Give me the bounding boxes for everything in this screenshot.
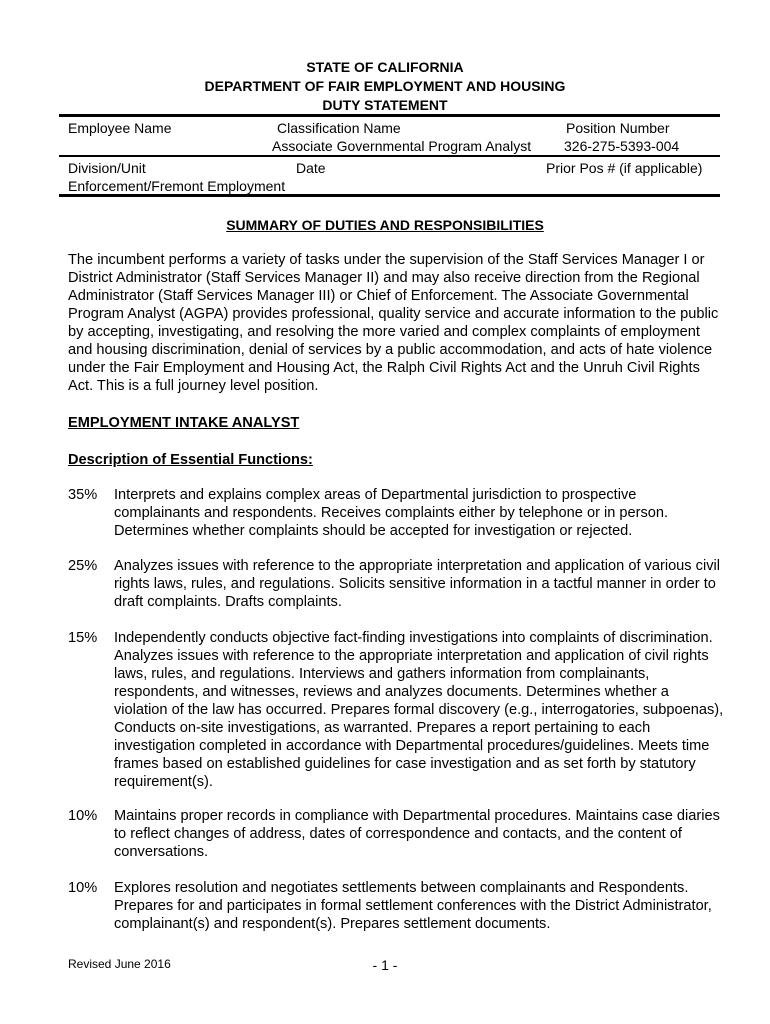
duty-text: Interprets and explains complex areas of Departmental jurisdiction to prospective complainants and respondents. Receives complaints either by telephone or in person. Determines whether complaints should be accepted for investigation or rejected.	[114, 487, 669, 539]
duty-text: Explores resolution and negotiates settlements between complainants and Respondents. Prepares for and participates in formal settlement conferences with the District Administrator, complainant(s) and respondent(s). Prepares settlement documents.	[114, 880, 712, 932]
date-label: Date	[296, 160, 326, 176]
division-label: Division/Unit	[68, 160, 146, 176]
duty-statement-heading: DUTY STATEMENT	[322, 97, 448, 113]
duty-percent: 10%	[68, 880, 98, 896]
duty-percent: 25%	[68, 558, 98, 574]
summary-text: The incumbent performs a variety of tasks under the supervision of the Staff Services Manager I or District Administrator (Staff Services Manager II) and may also receive direction from the Regional Administrator (Staff Services Manager III) or Chief of Enforcement. The Associate Governmental Program Analyst (AGPA) provides professional, quality service and accurate information to the public by accepting, investigating, and resolving the more varied and complex complaints of employment and housing discrimination, denial of services by a public accommodation, and acts of hate violence under the Fair Employment and Housing Act, the Ralph Civil Rights Act and the Unruh Civil Rights Act. This is a full journey level position.	[68, 252, 719, 394]
fields-rule-bottom	[59, 194, 720, 197]
duty-percent: 15%	[68, 630, 98, 646]
position-number-label: Position Number	[566, 120, 670, 136]
state-heading: STATE OF CALIFORNIA	[306, 59, 464, 75]
duty-percent: 10%	[68, 808, 98, 824]
division-value: Enforcement/Fremont Employment	[68, 178, 286, 194]
employee-name-label: Employee Name	[68, 120, 172, 136]
classification-value: Associate Governmental Program Analyst	[272, 138, 532, 154]
functions-title: Description of Essential Functions:	[68, 452, 313, 468]
classification-label: Classification Name	[277, 120, 401, 136]
duty-percent: 35%	[68, 487, 98, 503]
duty-text: Analyzes issues with reference to the appropriate interpretation and application of various civil rights laws, rules, and regulations. Solicits sensitive information in a tactful manner in order to draft complaints. Drafts complaints.	[114, 558, 720, 610]
prior-pos-label: Prior Pos # (if applicable)	[546, 160, 703, 176]
header-rule-top	[59, 114, 720, 117]
revised-date: Revised June 2016	[68, 957, 171, 971]
section-title: EMPLOYMENT INTAKE ANALYST	[68, 415, 300, 431]
summary-title: SUMMARY OF DUTIES AND RESPONSIBILITIES	[226, 217, 544, 233]
duty-text: Independently conducts objective fact-finding investigations into complaints of discrimination. Analyzes issues with reference to the appropriate interpretation and application of civil rights laws, rules, and regulations. Interviews and gathers information from complainants, respondents, and witnesses, reviews and analyzes documents. Determines whether a violation of the law has occurred. Prepares formal discovery (e.g., interrogatories, subpoenas), Conducts on-site investigations, as warranted. Prepares a report pertaining to each investigation completed in accordance with Departmental procedures/guidelines. Meets time frames based on established guidelines for case investigation and as set forth by statutory requirement(s).	[114, 630, 724, 790]
department-heading: DEPARTMENT OF FAIR EMPLOYMENT AND HOUSING	[204, 78, 566, 94]
duty-text: Maintains proper records in compliance with Departmental procedures. Maintains case diaries to reflect changes of address, dates of correspondence and contacts, and the content of conversations.	[114, 808, 720, 860]
page-number: - 1 -	[372, 957, 398, 973]
fields-rule-middle	[59, 155, 720, 157]
position-number-value: 326-275-5393-004	[564, 138, 680, 154]
